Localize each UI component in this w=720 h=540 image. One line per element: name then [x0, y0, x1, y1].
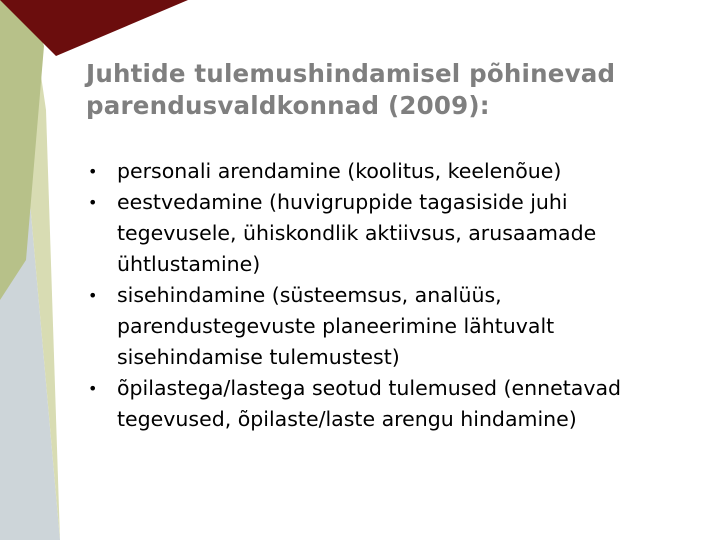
bullet-list [86, 156, 686, 435]
bullet-item [86, 156, 686, 187]
bullet-item [86, 373, 686, 435]
slide-title [86, 58, 706, 122]
bullet-dot-icon: • [88, 379, 98, 398]
slide-title-line-1: Juhtide tulemushindamisel põhinevad [86, 59, 616, 88]
bullet-dot-icon: • [88, 162, 98, 181]
bullet-dot-icon: • [88, 193, 98, 212]
bullet-dot-icon: • [88, 286, 98, 305]
bullet-text: eestvedamine (huvigruppide tagasiside juhi tegevusele, ühiskondlik aktiivsus, arusaamade ühtlustamine) [117, 190, 597, 276]
bullet-text: sisehindamine (süsteemsus, analüüs, parendustegevuste planeerimine lähtuvalt sisehindamise tulemustest) [117, 283, 555, 369]
bullet-item [86, 280, 686, 373]
bullet-text: personali arendamine (koolitus, keelenõue) [117, 159, 562, 183]
slide-title-line-2: parendusvaldkonnad (2009): [86, 91, 490, 120]
bullet-item [86, 187, 686, 280]
bullet-text: õpilastega/lastega seotud tulemused (ennetavad tegevused, õpilaste/laste arengu hindamine) [117, 376, 622, 431]
